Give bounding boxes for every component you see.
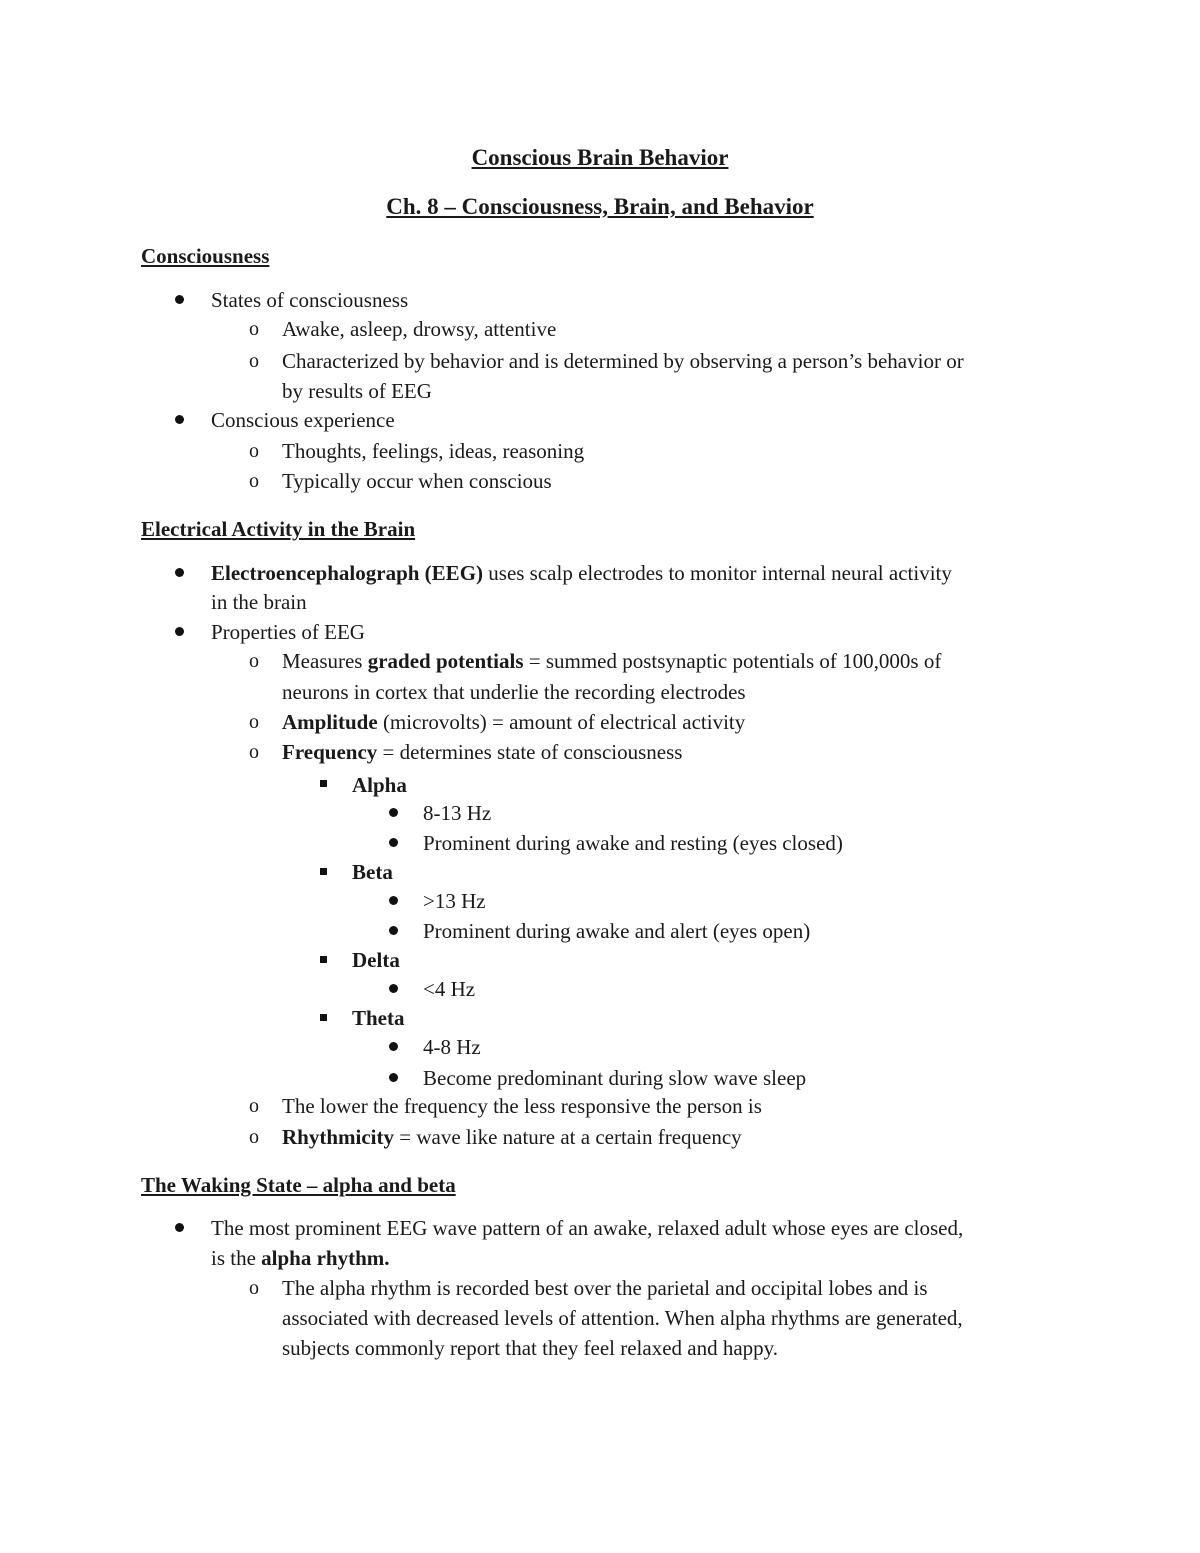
hollow-bullet-icon: o — [249, 1126, 259, 1148]
term-delta: Delta — [352, 948, 400, 972]
list-item: The alpha rhythm is recorded best over the parietal and occipital lobes and is — [282, 1276, 928, 1300]
list-item: <4 Hz — [423, 977, 476, 1001]
list-item: Conscious experience — [211, 408, 395, 432]
bullet-icon — [175, 627, 184, 636]
list-item: States of consciousness — [211, 288, 409, 312]
hollow-bullet-icon: o — [249, 440, 259, 462]
list-item-continuation: by results of EEG — [282, 379, 432, 403]
list-item: The lower the frequency the less responsive the person is — [282, 1094, 762, 1118]
square-bullet-icon — [320, 868, 327, 875]
square-bullet-icon — [320, 780, 327, 787]
hollow-bullet-icon: o — [249, 1277, 259, 1299]
term-beta: Beta — [352, 860, 393, 884]
list-item: Become predominant during slow wave sleep — [423, 1066, 807, 1090]
list-item — [352, 946, 400, 974]
list-item-continuation: in the brain — [211, 590, 307, 614]
text-fragment: = wave like nature at a certain frequency — [394, 1125, 742, 1149]
bullet-icon — [175, 568, 184, 577]
list-item-continuation: subjects commonly report that they feel relaxed and happy. — [282, 1336, 779, 1360]
term-rhythmicity: Rhythmicity — [282, 1125, 394, 1149]
term-amplitude: Amplitude — [282, 710, 378, 734]
list-item: Prominent during awake and resting (eyes closed) — [423, 831, 843, 855]
hollow-bullet-icon: o — [249, 470, 259, 492]
list-item — [211, 559, 952, 587]
list-item: 4-8 Hz — [423, 1035, 481, 1059]
hollow-bullet-icon: o — [249, 350, 259, 372]
bullet-icon — [389, 984, 398, 993]
chapter-title: Ch. 8 – Consciousness, Brain, and Behavior — [386, 194, 814, 219]
term-theta: Theta — [352, 1006, 405, 1030]
text-fragment: (microvolts) = amount of electrical activity — [377, 710, 746, 734]
list-item — [282, 738, 682, 766]
bullet-icon — [175, 1223, 184, 1232]
square-bullet-icon — [320, 1014, 327, 1021]
list-item — [282, 1123, 742, 1151]
list-item: Properties of EEG — [211, 620, 365, 644]
eeg-description: uses scalp electrodes to monitor internal neural activity — [483, 561, 952, 585]
term-alpha: Alpha — [352, 773, 407, 797]
list-item — [352, 771, 407, 799]
bullet-icon — [175, 295, 184, 304]
list-item: >13 Hz — [423, 889, 486, 913]
hollow-bullet-icon: o — [249, 318, 259, 340]
list-item: The most prominent EEG wave pattern of an awake, relaxed adult whose eyes are closed, — [211, 1216, 964, 1240]
list-item-continuation — [211, 1244, 390, 1272]
list-item: Thoughts, feelings, ideas, reasoning — [282, 439, 585, 463]
list-item — [352, 858, 393, 886]
list-item — [282, 708, 745, 736]
term-eeg: Electroencephalograph (EEG) — [211, 561, 484, 585]
section-heading-consciousness: Consciousness — [141, 244, 270, 268]
list-item: 8-13 Hz — [423, 801, 492, 825]
term-frequency: Frequency — [282, 740, 378, 764]
text-fragment: = summed postsynaptic potentials of 100,000s of — [523, 649, 942, 673]
list-item — [352, 1004, 405, 1032]
bullet-icon — [389, 838, 398, 847]
list-item-continuation: neurons in cortex that underlie the recording electrodes — [282, 680, 746, 704]
section-heading-waking-state: The Waking State – alpha and beta — [141, 1173, 456, 1197]
list-item — [282, 647, 941, 675]
text-fragment: = determines state of consciousness — [377, 740, 683, 764]
bullet-icon — [389, 1073, 398, 1082]
hollow-bullet-icon: o — [249, 741, 259, 763]
page-title: Conscious Brain Behavior — [471, 145, 729, 170]
list-item: Typically occur when conscious — [282, 469, 552, 493]
term-alpha-rhythm: alpha rhythm. — [261, 1246, 390, 1270]
bullet-icon — [389, 926, 398, 935]
bullet-icon — [389, 896, 398, 905]
hollow-bullet-icon: o — [249, 650, 259, 672]
text-fragment: is the — [211, 1246, 262, 1270]
square-bullet-icon — [320, 956, 327, 963]
list-item: Prominent during awake and alert (eyes open) — [423, 919, 811, 943]
list-item: Characterized by behavior and is determined by observing a person’s behavior or — [282, 349, 964, 373]
hollow-bullet-icon: o — [249, 1095, 259, 1117]
list-item-continuation: associated with decreased levels of attention. When alpha rhythms are generated, — [282, 1306, 963, 1330]
list-item: Awake, asleep, drowsy, attentive — [282, 317, 557, 341]
bullet-icon — [389, 808, 398, 817]
bullet-icon — [175, 415, 184, 424]
hollow-bullet-icon: o — [249, 711, 259, 733]
section-heading-electrical-activity: Electrical Activity in the Brain — [141, 517, 416, 541]
term-graded-potentials: graded potentials — [367, 649, 524, 673]
bullet-icon — [389, 1042, 398, 1051]
text-fragment: Measures — [282, 649, 368, 673]
